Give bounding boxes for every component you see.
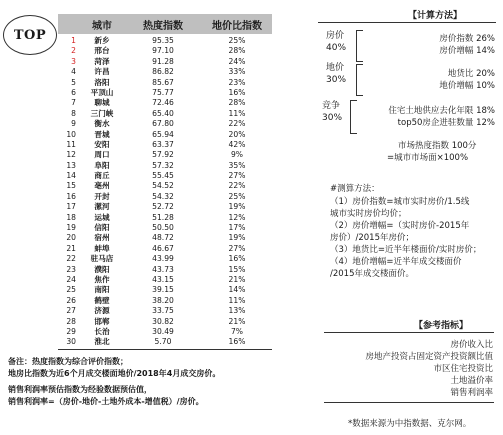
- city-cell: 平顶山: [90, 87, 114, 97]
- formula-line-2: =城市市场面×100%: [387, 153, 469, 163]
- ratio-cell: 25%: [228, 36, 246, 45]
- rank-cell: 13: [66, 160, 76, 170]
- ratio-cell: 7%: [230, 326, 244, 336]
- ratio-cell: 9%: [230, 150, 244, 160]
- index-cell: 54.32: [152, 191, 174, 201]
- index-cell: 75.77: [152, 87, 174, 97]
- table-row: [58, 46, 272, 56]
- note-line-1: 备注：热度指数为综合评价指数；: [8, 357, 128, 366]
- ratio-cell: 11%: [228, 295, 246, 305]
- city-cell: 商丘: [94, 171, 110, 181]
- rank-cell: 6: [71, 87, 76, 97]
- index-cell: 50.50: [152, 223, 174, 233]
- method-line-5: （3）地货比=近半年楼面价/实时房价；: [330, 245, 482, 255]
- table-row: [58, 327, 272, 337]
- method-line-2: 城市实时房价均价；: [330, 209, 407, 219]
- reference-item-1: 房价收入比: [450, 340, 493, 350]
- rank-cell: 29: [66, 326, 76, 336]
- table-row: [58, 88, 272, 98]
- ranking-table-body: [58, 36, 272, 348]
- index-cell: 5.70: [154, 337, 172, 347]
- table-row: [58, 296, 272, 306]
- rank-cell: 12: [66, 150, 76, 160]
- city-cell: 漯河: [94, 202, 110, 212]
- table-row: [58, 233, 272, 243]
- rank-cell: 27: [66, 306, 76, 316]
- rank-cell: 22: [66, 254, 76, 264]
- table-row: [58, 98, 272, 108]
- table-row: [58, 161, 272, 171]
- index-cell: 55.45: [152, 171, 174, 181]
- table-row: [58, 109, 272, 119]
- rank-cell: 15: [66, 181, 76, 191]
- index-cell: 48.72: [152, 233, 174, 243]
- top-badge: TOP: [3, 15, 57, 55]
- index-cell: 65.40: [152, 108, 174, 118]
- city-cell: 新乡: [94, 36, 110, 45]
- rank-cell: 21: [66, 243, 76, 253]
- city-cell: 宿州: [94, 233, 110, 243]
- city-cell: 驻马店: [90, 254, 114, 264]
- ratio-cell: 16%: [228, 87, 246, 97]
- index-cell: 97.10: [152, 46, 174, 56]
- index-cell: 46.67: [152, 243, 174, 253]
- rank-cell: 4: [71, 67, 76, 77]
- ratio-cell: 19%: [228, 202, 246, 212]
- group-land-item-1: 地货比 20%: [447, 69, 495, 79]
- rank-cell: 2: [71, 46, 76, 56]
- index-cell: 43.73: [152, 264, 174, 274]
- reference-header-rule: [324, 332, 494, 333]
- rank-cell: 10: [66, 129, 76, 139]
- rank-cell: 14: [66, 171, 76, 181]
- ratio-cell: 20%: [228, 129, 246, 139]
- rank-cell: 30: [66, 337, 76, 347]
- city-cell: 信阳: [94, 223, 110, 233]
- index-cell: 39.15: [152, 285, 174, 295]
- group-price-item-1: 房价指数 26%: [439, 34, 495, 44]
- ratio-cell: 27%: [228, 243, 246, 253]
- table-bottom-rule: [58, 349, 272, 350]
- city-cell: 邢台: [94, 46, 110, 56]
- index-cell: 38.20: [152, 295, 174, 305]
- table-row: [58, 67, 272, 77]
- data-source-note: *数据来源为中指数据、克尔网。: [348, 419, 472, 429]
- city-cell: 南阳: [94, 285, 110, 295]
- ratio-cell: 28%: [228, 98, 246, 108]
- ratio-cell: 12%: [228, 212, 246, 222]
- city-cell: 洛阳: [94, 77, 110, 87]
- table-row: [58, 202, 272, 212]
- group-land-item-2: 地价增幅 10%: [439, 81, 495, 91]
- ratio-cell: 27%: [228, 171, 246, 181]
- rank-cell: 7: [71, 98, 76, 108]
- group-comp-item-1: 住宅土地供应去化年限 18%: [388, 106, 495, 116]
- group-comp-name: 竞争: [322, 101, 341, 111]
- group-land-name: 地价: [326, 63, 345, 73]
- index-cell: 43.99: [152, 254, 174, 264]
- rank-cell: 24: [66, 274, 76, 284]
- table-row: [58, 57, 272, 67]
- ratio-cell: 17%: [228, 223, 246, 233]
- method-title: #测算方法：: [330, 184, 380, 194]
- city-cell: 亳州: [94, 181, 110, 191]
- table-row: [58, 306, 272, 316]
- city-cell: 济源: [94, 306, 110, 316]
- reference-item-2: 房地产投资占固定资产投资额比值: [365, 352, 493, 362]
- index-cell: 33.75: [152, 306, 174, 316]
- reference-header: 【参考指标】: [414, 321, 469, 331]
- index-cell: 63.37: [152, 139, 174, 149]
- city-cell: 晋城: [94, 129, 110, 139]
- rank-cell: 16: [66, 191, 76, 201]
- rank-cell: 26: [66, 295, 76, 305]
- index-cell: 91.28: [152, 56, 174, 66]
- group-price-name: 房价: [326, 31, 345, 41]
- group-land-brace: [356, 64, 363, 96]
- note-line-2: 地房比指数为近6个月成交楼面地价/2018年4月成交房价。: [8, 369, 221, 378]
- calc-method-header: 【计算方法】: [408, 11, 463, 21]
- rank-cell: 1: [71, 36, 76, 45]
- index-cell: 65.94: [152, 129, 174, 139]
- rank-cell: 23: [66, 264, 76, 274]
- reference-item-5: 销售利润率: [450, 388, 493, 398]
- city-cell: 许昌: [94, 67, 110, 77]
- city-cell: 三门峡: [90, 108, 114, 118]
- group-comp-item-2: top50房企进驻数量 12%: [397, 118, 495, 128]
- reference-bottom-rule: [324, 402, 494, 403]
- table-row: [58, 171, 272, 181]
- calc-header-rule: [318, 22, 496, 23]
- table-row: [58, 130, 272, 140]
- rank-cell: 20: [66, 233, 76, 243]
- ratio-cell: 21%: [228, 274, 246, 284]
- note-line-3: 销售利润率预估指数为经验数据预估值，: [8, 385, 152, 394]
- group-land-weight: 30%: [326, 75, 347, 85]
- table-row: [58, 36, 272, 46]
- index-cell: 57.92: [152, 150, 174, 160]
- rank-cell: 5: [71, 77, 76, 87]
- index-cell: 30.49: [152, 326, 174, 336]
- table-row: [58, 254, 272, 264]
- city-cell: 濮阳: [94, 264, 110, 274]
- city-cell: 衡水: [94, 119, 110, 129]
- group-price-item-2: 房价增幅 14%: [439, 46, 495, 56]
- group-price-brace: [356, 30, 363, 62]
- group-price-weight: 40%: [326, 43, 347, 53]
- method-line-1: （1）房价指数=城市实时房价/1.5线: [330, 197, 470, 207]
- ratio-cell: 23%: [228, 77, 246, 87]
- city-cell: 聊城: [94, 98, 110, 108]
- ratio-header: 地价比指数: [212, 20, 262, 32]
- city-cell: 鹤壁: [94, 295, 110, 305]
- rank-cell: 19: [66, 223, 76, 233]
- note-line-4: 销售利润率=（房价-地价-土地外成本-增值税）/房价。: [8, 397, 204, 406]
- ratio-cell: 22%: [228, 119, 246, 129]
- table-row: [58, 119, 272, 129]
- method-line-6: （4）地价增幅=近半年成交楼面价: [330, 257, 462, 267]
- table-row: [58, 213, 272, 223]
- table-row: [58, 150, 272, 160]
- table-row: [58, 140, 272, 150]
- ratio-cell: 19%: [228, 233, 246, 243]
- index-cell: 86.82: [152, 67, 174, 77]
- city-cell: 焦作: [94, 274, 110, 284]
- rank-cell: 18: [66, 212, 76, 222]
- ratio-cell: 42%: [228, 139, 246, 149]
- group-comp-brace: [350, 100, 357, 134]
- index-cell: 57.32: [152, 160, 174, 170]
- ratio-cell: 13%: [228, 306, 246, 316]
- ratio-cell: 33%: [228, 67, 246, 77]
- index-header: 热度指数: [143, 20, 183, 32]
- index-cell: 72.46: [152, 98, 174, 108]
- formula-line-1: 市场热度指数 100分: [398, 141, 477, 151]
- city-header: 城市: [92, 20, 112, 32]
- rank-cell: 11: [66, 139, 76, 149]
- method-line-7: /2015年成交楼面价。: [330, 269, 414, 279]
- group-comp-weight: 30%: [322, 113, 343, 123]
- ratio-cell: 35%: [228, 160, 246, 170]
- city-cell: 蚌埠: [94, 243, 110, 253]
- city-cell: 阜阳: [94, 160, 110, 170]
- ratio-cell: 15%: [228, 264, 246, 274]
- city-cell: 长治: [94, 326, 110, 336]
- index-cell: 43.15: [152, 274, 174, 284]
- rank-cell: 9: [71, 119, 76, 129]
- city-cell: 安阳: [94, 139, 110, 149]
- table-row: [58, 317, 272, 327]
- ratio-cell: 11%: [228, 108, 246, 118]
- method-line-3: （2）房价增幅=（实时房价-2015年: [330, 221, 470, 231]
- ratio-cell: 22%: [228, 181, 246, 191]
- table-row: [58, 223, 272, 233]
- ranking-table-header: [58, 14, 272, 34]
- rank-cell: 8: [71, 108, 76, 118]
- city-cell: 开封: [94, 191, 110, 201]
- table-row: [58, 181, 272, 191]
- table-row: [58, 337, 272, 347]
- ratio-cell: 16%: [228, 254, 246, 264]
- rank-cell: 17: [66, 202, 76, 212]
- table-row: [58, 78, 272, 88]
- city-cell: 周口: [94, 150, 110, 160]
- reference-item-3: 市区住宅投资比: [433, 364, 493, 374]
- ratio-cell: 24%: [228, 56, 246, 66]
- table-row: [58, 285, 272, 295]
- index-cell: 51.28: [152, 212, 174, 222]
- ratio-cell: 16%: [228, 337, 246, 347]
- index-cell: 54.52: [152, 181, 174, 191]
- method-line-4: 房价）/2015年房价；: [330, 233, 414, 243]
- table-row: [58, 244, 272, 254]
- ratio-cell: 28%: [228, 46, 246, 56]
- rank-cell: 25: [66, 285, 76, 295]
- city-cell: 菏泽: [94, 56, 110, 66]
- index-cell: 30.82: [152, 316, 174, 326]
- rank-cell: 28: [66, 316, 76, 326]
- ratio-cell: 14%: [228, 285, 246, 295]
- ratio-cell: 21%: [228, 316, 246, 326]
- table-row: [58, 192, 272, 202]
- city-cell: 淮北: [94, 337, 110, 347]
- index-cell: 95.35: [152, 36, 174, 45]
- index-cell: 67.80: [152, 119, 174, 129]
- index-cell: 85.67: [152, 77, 174, 87]
- city-cell: 邯郸: [94, 316, 110, 326]
- index-cell: 52.72: [152, 202, 174, 212]
- reference-item-4: 土地溢价率: [450, 376, 493, 386]
- ratio-cell: 25%: [228, 191, 246, 201]
- table-row: [58, 265, 272, 275]
- rank-cell: 3: [71, 56, 76, 66]
- table-row: [58, 275, 272, 285]
- city-cell: 运城: [94, 212, 110, 222]
